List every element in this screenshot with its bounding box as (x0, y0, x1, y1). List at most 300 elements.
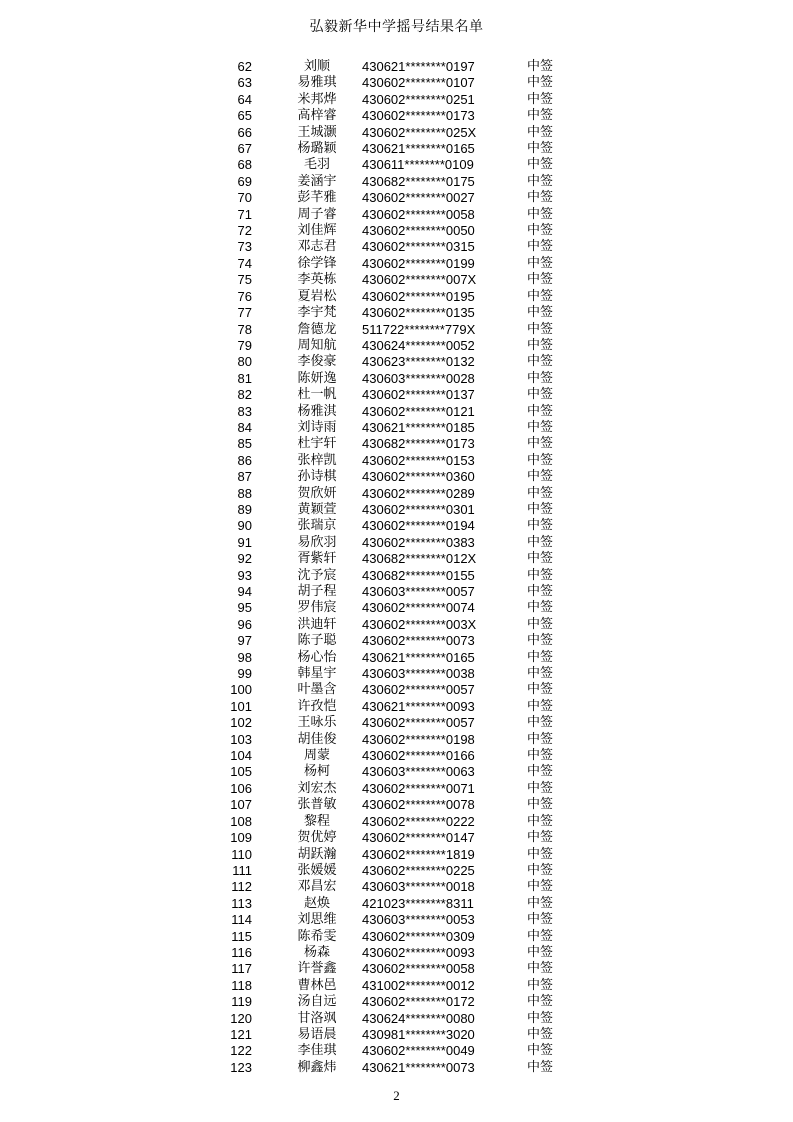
list-item (0, 420, 793, 436)
result-status: 中签 (527, 91, 554, 107)
row-number: 63 (237, 75, 252, 91)
id-number: 430621********0185 (362, 419, 475, 435)
student-name: 张瑞京 (297, 518, 337, 534)
student-name: 陈子聪 (297, 633, 337, 649)
row-number: 72 (237, 223, 252, 239)
result-status: 中签 (527, 616, 554, 632)
id-number: 430602********0198 (362, 731, 475, 747)
list-item (0, 814, 793, 830)
row-number: 110 (231, 846, 252, 862)
list-item (0, 945, 793, 961)
result-status: 中签 (527, 912, 554, 928)
id-number: 430602********0251 (362, 91, 475, 107)
id-number: 421023********8311 (362, 895, 474, 911)
student-name: 周子睿 (297, 206, 337, 222)
list-item (0, 797, 793, 813)
row-number: 67 (237, 141, 252, 157)
result-status: 中签 (527, 748, 554, 764)
list-item (0, 436, 793, 452)
list-item (0, 518, 793, 534)
result-status: 中签 (527, 698, 554, 714)
result-status: 中签 (527, 994, 554, 1010)
student-name: 贺欣妍 (297, 485, 337, 501)
result-status: 中签 (527, 124, 554, 140)
row-number: 104 (230, 748, 252, 764)
result-status: 中签 (527, 387, 554, 403)
row-number: 93 (237, 567, 252, 583)
result-status: 中签 (527, 223, 554, 239)
student-name: 刘顺 (303, 59, 330, 74)
list-item (0, 289, 793, 305)
id-number: 430602********0173 (362, 108, 475, 124)
student-name: 柳鑫炜 (297, 1059, 337, 1075)
list-item (0, 896, 793, 912)
id-number: 430602********0199 (362, 255, 475, 271)
row-number: 96 (237, 616, 252, 632)
list-item (0, 272, 793, 288)
id-number: 430602********0093 (362, 944, 475, 960)
row-number: 108 (230, 813, 252, 829)
result-status: 中签 (527, 780, 554, 796)
row-number: 69 (237, 173, 252, 189)
result-status: 中签 (527, 1026, 554, 1042)
id-number: 430602********0121 (362, 403, 475, 419)
list-item (0, 781, 793, 797)
id-number: 430602********0360 (362, 469, 475, 485)
id-number: 430682********012X (362, 551, 477, 567)
student-name: 杨森 (303, 944, 330, 960)
row-number: 78 (237, 321, 252, 337)
id-number: 431002********0012 (362, 977, 475, 993)
student-name: 邓志君 (297, 239, 337, 255)
list-item (0, 682, 793, 698)
id-number: 430603********0018 (362, 879, 475, 895)
student-name: 黄颖萱 (297, 501, 337, 517)
id-number: 430602********0194 (362, 518, 475, 534)
id-number: 430602********0222 (362, 813, 475, 829)
result-status: 中签 (527, 666, 554, 682)
student-name: 夏岩松 (297, 288, 337, 304)
id-number: 430602********0107 (362, 75, 475, 91)
result-status: 中签 (527, 255, 554, 271)
row-number: 111 (232, 862, 252, 878)
result-status: 中签 (527, 75, 554, 91)
result-status: 中签 (527, 682, 554, 698)
id-number: 430602********1819 (362, 846, 475, 862)
result-status: 中签 (527, 534, 554, 550)
student-name: 许誉鑫 (297, 961, 337, 977)
list-item (0, 600, 793, 616)
row-number: 91 (237, 534, 252, 550)
id-number: 430602********0301 (362, 501, 475, 517)
list-item (0, 469, 793, 485)
result-status: 中签 (527, 551, 554, 567)
result-status: 中签 (527, 961, 554, 977)
page-number: 2 (393, 1088, 400, 1103)
id-number: 430981********3020 (362, 1026, 475, 1042)
student-name: 赵焕 (303, 895, 330, 911)
result-status: 中签 (527, 862, 554, 878)
id-number: 430603********0063 (362, 764, 475, 780)
result-status: 中签 (527, 305, 554, 321)
list-item (0, 1027, 793, 1043)
result-status: 中签 (527, 419, 554, 435)
student-name: 洪迪轩 (297, 616, 337, 632)
row-number: 99 (237, 666, 252, 682)
id-number: 430611********0109 (362, 157, 474, 173)
list-item (0, 1043, 793, 1059)
list-item (0, 617, 793, 633)
student-name: 姜涵宇 (297, 173, 337, 189)
result-status: 中签 (527, 731, 554, 747)
list-item (0, 387, 793, 403)
id-number: 430624********0080 (362, 1010, 475, 1026)
row-number: 116 (231, 944, 252, 960)
list-item (0, 502, 793, 518)
result-status: 中签 (527, 436, 554, 452)
student-name: 刘诗雨 (297, 419, 337, 435)
list-item (0, 584, 793, 600)
id-number: 430602********0071 (362, 780, 475, 796)
id-number: 430602********0166 (362, 748, 475, 764)
student-name: 甘洛飒 (297, 1010, 337, 1026)
row-number: 102 (230, 715, 252, 731)
id-number: 430602********0383 (362, 534, 475, 550)
row-number: 68 (237, 157, 252, 173)
row-number: 81 (237, 370, 252, 386)
row-number: 65 (237, 108, 252, 124)
student-name: 刘思维 (297, 912, 337, 928)
list-item (0, 354, 793, 370)
result-status: 中签 (527, 846, 554, 862)
row-number: 71 (237, 206, 252, 222)
id-number: 430602********0057 (362, 682, 475, 698)
list-item (0, 108, 793, 124)
list-item (0, 371, 793, 387)
result-status: 中签 (527, 895, 554, 911)
id-number: 430621********0093 (362, 698, 475, 714)
list-item (0, 830, 793, 846)
row-number: 105 (230, 764, 252, 780)
row-number: 123 (230, 1059, 252, 1075)
student-name: 李佳琪 (297, 1043, 337, 1059)
student-name: 黎程 (303, 813, 330, 829)
id-number: 430682********0155 (362, 567, 475, 583)
row-number: 85 (237, 436, 252, 452)
id-number: 430602********007X (362, 272, 477, 288)
list-item (0, 633, 793, 649)
student-name: 王城灏 (297, 124, 337, 140)
list-item (0, 666, 793, 682)
list-item (0, 486, 793, 502)
list-item (0, 715, 793, 731)
student-name: 韩星宇 (297, 666, 337, 682)
row-number: 97 (237, 633, 252, 649)
student-name: 胡子程 (297, 584, 337, 599)
list-item (0, 305, 793, 321)
list-item (0, 322, 793, 338)
student-name: 徐学锋 (297, 255, 337, 271)
row-number: 88 (237, 485, 252, 501)
row-number: 83 (237, 403, 252, 419)
id-number: 430602********0315 (362, 239, 475, 255)
row-number: 80 (237, 354, 252, 370)
student-name: 周蒙 (303, 748, 330, 764)
row-number: 118 (231, 977, 252, 993)
row-number: 89 (237, 501, 252, 517)
list-item (0, 256, 793, 272)
row-number: 120 (230, 1010, 252, 1026)
list-item (0, 141, 793, 157)
student-name: 孙诗棋 (297, 469, 337, 485)
student-name: 李英栋 (297, 272, 337, 288)
id-number: 430602********0172 (362, 994, 475, 1010)
id-number: 430621********0165 (362, 649, 475, 665)
student-name: 胥紫轩 (297, 551, 337, 567)
result-status: 中签 (527, 403, 554, 419)
result-status: 中签 (527, 830, 554, 846)
result-status: 中签 (527, 321, 554, 337)
row-number: 94 (237, 584, 252, 599)
list-item (0, 764, 793, 780)
row-number: 119 (231, 994, 252, 1010)
result-status: 中签 (527, 633, 554, 649)
result-status: 中签 (527, 108, 554, 124)
result-status: 中签 (527, 928, 554, 944)
row-number: 98 (237, 649, 252, 665)
id-number: 430602********0050 (362, 223, 475, 239)
id-number: 430603********0038 (362, 666, 475, 682)
id-number: 430682********0175 (362, 173, 475, 189)
list-item (0, 75, 793, 91)
result-status: 中签 (527, 879, 554, 895)
list-item (0, 847, 793, 863)
result-status: 中签 (527, 649, 554, 665)
result-status: 中签 (527, 518, 554, 534)
list-item (0, 1011, 793, 1027)
list-item (0, 174, 793, 190)
list-item (0, 551, 793, 567)
id-number: 430621********0073 (362, 1059, 475, 1075)
student-name: 许孜恺 (297, 698, 337, 714)
result-status: 中签 (527, 797, 554, 813)
student-name: 张媛媛 (297, 862, 337, 878)
id-number: 430602********0309 (362, 928, 475, 944)
list-item (0, 994, 793, 1010)
student-name: 张梓凯 (297, 452, 337, 468)
row-number: 76 (237, 288, 252, 304)
result-status: 中签 (527, 141, 554, 157)
result-status: 中签 (527, 1010, 554, 1026)
id-number: 430621********0165 (362, 141, 475, 157)
student-name: 杨柯 (303, 764, 330, 780)
list-item (0, 699, 793, 715)
result-status: 中签 (527, 813, 554, 829)
result-status: 中签 (527, 600, 554, 616)
result-status: 中签 (527, 190, 554, 206)
id-number: 430602********0074 (362, 600, 475, 616)
student-name: 曹林邑 (297, 977, 337, 993)
list-item (0, 453, 793, 469)
row-number: 114 (231, 912, 252, 928)
list-item (0, 223, 793, 239)
list-item (0, 157, 793, 173)
row-number: 82 (237, 387, 252, 403)
id-number: 430602********0058 (362, 961, 475, 977)
student-name: 刘佳辉 (297, 223, 337, 239)
list-item (0, 929, 793, 945)
student-name: 汤自远 (297, 994, 337, 1010)
row-number: 66 (237, 124, 252, 140)
id-number: 430603********0057 (362, 584, 475, 599)
list-item (0, 92, 793, 108)
student-name: 杨雅淇 (297, 403, 337, 419)
row-number: 121 (230, 1026, 252, 1042)
result-status: 中签 (527, 1059, 554, 1075)
result-status: 中签 (527, 977, 554, 993)
list-item (0, 978, 793, 994)
id-number: 430602********0073 (362, 633, 475, 649)
result-status: 中签 (527, 567, 554, 583)
result-status: 中签 (527, 337, 554, 353)
list-item (0, 535, 793, 551)
result-status: 中签 (527, 584, 554, 599)
id-number: 430602********0195 (362, 288, 475, 304)
result-status: 中签 (527, 501, 554, 517)
result-status: 中签 (527, 272, 554, 288)
row-number: 109 (230, 830, 252, 846)
id-number: 430621********0197 (362, 59, 475, 74)
id-number: 430603********0053 (362, 912, 475, 928)
row-number: 101 (230, 698, 252, 714)
id-number: 430602********0147 (362, 830, 475, 846)
row-number: 95 (237, 600, 252, 616)
row-number: 73 (237, 239, 252, 255)
student-name: 周知航 (297, 337, 337, 353)
row-number: 107 (230, 797, 252, 813)
id-number: 430623********0132 (362, 354, 475, 370)
row-number: 92 (237, 551, 252, 567)
student-name: 李俊豪 (297, 354, 337, 370)
list-item (0, 912, 793, 928)
row-number: 117 (231, 961, 252, 977)
result-status: 中签 (527, 452, 554, 468)
row-number: 106 (230, 780, 252, 796)
student-name: 高梓睿 (297, 108, 337, 124)
row-number: 75 (237, 272, 252, 288)
row-number: 84 (237, 419, 252, 435)
student-name: 沈予宸 (297, 567, 337, 583)
student-name: 易语晨 (297, 1026, 337, 1042)
list-item (0, 650, 793, 666)
list-item (0, 568, 793, 584)
row-number: 70 (237, 190, 252, 206)
result-status: 中签 (527, 469, 554, 485)
student-name: 陈妍逸 (297, 370, 337, 386)
id-number: 430624********0052 (362, 337, 475, 353)
id-number: 430602********0057 (362, 715, 475, 731)
result-status: 中签 (527, 944, 554, 960)
list-item (0, 404, 793, 420)
student-name: 罗伟宸 (297, 600, 337, 616)
id-number: 430602********0135 (362, 305, 475, 321)
student-name: 杜宇轩 (297, 436, 337, 452)
row-number: 100 (230, 682, 252, 698)
student-name: 贺优婷 (297, 830, 337, 846)
list-item (0, 748, 793, 764)
student-name: 胡跃瀚 (297, 846, 337, 862)
result-status: 中签 (527, 157, 554, 173)
id-number: 430602********003X (362, 616, 477, 632)
result-status: 中签 (527, 206, 554, 222)
result-list (0, 59, 793, 1076)
id-number: 511722********779X (362, 321, 476, 337)
page-title: 弘毅新华中学摇号结果名单 (309, 19, 484, 35)
result-status: 中签 (527, 370, 554, 386)
student-name: 詹德龙 (297, 321, 337, 337)
row-number: 79 (237, 337, 252, 353)
list-item (0, 207, 793, 223)
result-status: 中签 (527, 239, 554, 255)
student-name: 胡佳俊 (297, 731, 337, 747)
row-number: 86 (237, 452, 252, 468)
student-name: 李宇梵 (297, 305, 337, 321)
id-number: 430602********0225 (362, 862, 475, 878)
student-name: 王咏乐 (297, 715, 337, 731)
list-item (0, 1060, 793, 1076)
id-number: 430602********0289 (362, 485, 475, 501)
id-number: 430602********025X (362, 124, 477, 140)
row-number: 74 (237, 255, 252, 271)
result-status: 中签 (527, 715, 554, 731)
list-item (0, 863, 793, 879)
row-number: 122 (230, 1043, 252, 1059)
row-number: 112 (231, 879, 252, 895)
id-number: 430602********0153 (362, 452, 475, 468)
row-number: 87 (237, 469, 252, 485)
list-item (0, 879, 793, 895)
list-item (0, 732, 793, 748)
student-name: 彭芊雅 (297, 190, 337, 206)
list-item (0, 190, 793, 206)
result-status: 中签 (527, 764, 554, 780)
student-name: 毛羽 (303, 157, 330, 173)
id-number: 430603********0028 (362, 370, 475, 386)
id-number: 430602********0049 (362, 1043, 475, 1059)
result-status: 中签 (527, 288, 554, 304)
row-number: 62 (237, 59, 252, 74)
row-number: 64 (237, 91, 252, 107)
student-name: 易雅琪 (297, 75, 337, 91)
list-item (0, 59, 793, 75)
student-name: 米邦烨 (297, 91, 337, 107)
result-status: 中签 (527, 485, 554, 501)
student-name: 刘宏杰 (297, 780, 337, 796)
list-item (0, 338, 793, 354)
row-number: 113 (231, 895, 252, 911)
result-status: 中签 (527, 59, 554, 74)
row-number: 115 (231, 928, 252, 944)
row-number: 90 (237, 518, 252, 534)
id-number: 430602********0058 (362, 206, 475, 222)
result-status: 中签 (527, 173, 554, 189)
student-name: 杜一帆 (297, 387, 337, 403)
student-name: 杨璐颖 (297, 141, 337, 157)
row-number: 103 (230, 731, 252, 747)
row-number: 77 (237, 305, 252, 321)
student-name: 张普敏 (297, 797, 337, 813)
student-name: 杨心怡 (297, 649, 337, 665)
